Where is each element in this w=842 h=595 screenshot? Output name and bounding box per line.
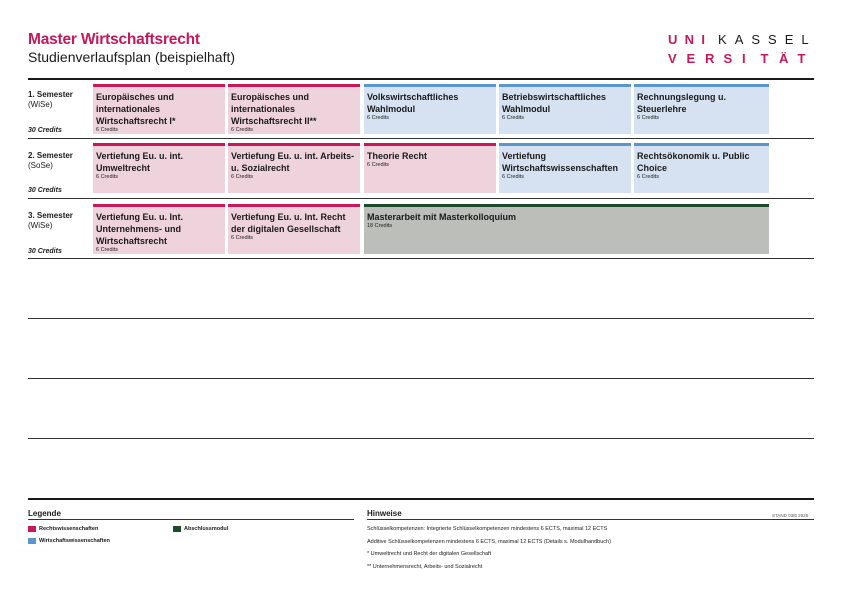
row-divider [28, 318, 814, 319]
footer-divider [28, 498, 814, 500]
module-card[interactable] [228, 84, 360, 134]
legend-swatch [173, 526, 181, 532]
module-credits: 6 Credits [367, 115, 390, 121]
stand-date: STAND 03/6 2025 [772, 513, 809, 518]
module-card[interactable] [499, 84, 631, 134]
note-line: Schlüsselkompetenzen: Integrierte Schlüsselkompetenzen mindestens 6 ECTS, maximal 12 ECTS [367, 526, 608, 532]
logo-row-1: U N I K A S S E L [668, 32, 809, 47]
module-credits: 6 Credits [637, 115, 660, 121]
module-name: Vertiefung Wirtschaftswissenschaften [502, 151, 618, 173]
module-credits: 6 Credits [367, 162, 390, 168]
legend-swatch [28, 538, 36, 544]
module-card[interactable] [634, 143, 769, 193]
semester-1-label: 1. Semester (WiSe) [28, 90, 73, 109]
notes-divider [367, 519, 814, 520]
module-name: Vertiefung Eu. u. int. Arbeits- u. Sozialrecht [231, 151, 355, 173]
module-card[interactable] [499, 143, 631, 193]
legend-label: Rechtswissenschaften [39, 526, 99, 532]
logo-row-2: V E R S I T Ä T [668, 51, 806, 66]
semester-1-credits: 30 Credits [28, 127, 62, 134]
module-name: Masterarbeit mit Masterkolloquium [367, 212, 517, 222]
module-card[interactable] [364, 84, 496, 134]
module-credits: 6 Credits [96, 127, 119, 133]
module-name: Europäisches und internationales Wirtschaftsrecht II** [231, 92, 317, 126]
note-line: Additive Schlüsselkompetenzen mindestens 6 ECTS, maximal 12 ECTS (Details s. Modulhandbuch) [367, 539, 611, 545]
row-divider [28, 258, 814, 259]
legend-item-econ [28, 538, 110, 544]
note-line: * Umweltrecht und Recht der digitalen Gesellschaft [367, 551, 492, 557]
module-name: Europäisches und internationales Wirtschaftsrecht I* [96, 92, 176, 126]
row-divider [28, 378, 814, 379]
legend-divider [28, 519, 354, 520]
row-divider [28, 198, 814, 199]
module-credits: 6 Credits [96, 174, 119, 180]
module-name: Rechnungslegung u. Steuerlehre [637, 92, 726, 114]
module-credits: 6 Credits [231, 127, 254, 133]
module-name: Vertiefung Eu. u. Int. Unternehmens- und Wirtschaftsrecht [96, 212, 184, 246]
semester-2-credits: 30 Credits [28, 187, 62, 194]
semester-3-label: 3. Semester (WiSe) [28, 211, 73, 230]
module-credits: 6 Credits [637, 174, 660, 180]
row-divider [28, 438, 814, 439]
module-card[interactable] [228, 143, 360, 193]
legend-label: Abschlussmodul [184, 526, 229, 532]
module-card-thesis[interactable] [364, 204, 769, 254]
notes-heading: Hinweise [367, 509, 402, 518]
module-card[interactable] [93, 84, 225, 134]
legend-heading: Legende [28, 509, 61, 518]
module-card[interactable] [634, 84, 769, 134]
semester-2-label: 2. Semester (SoSe) [28, 151, 73, 170]
page-subtitle: Studienverlaufsplan (beispielhaft) [28, 49, 236, 65]
module-card[interactable] [93, 143, 225, 193]
module-name: Vertiefung Eu. u. Int. Recht der digitalen Gesellschaft [231, 212, 346, 234]
module-credits: 18 Credits [367, 223, 393, 229]
module-card[interactable] [228, 204, 360, 254]
header-divider [28, 78, 814, 80]
module-card[interactable] [93, 204, 225, 254]
module-credits: 6 Credits [231, 174, 254, 180]
legend-item-thesis [173, 526, 228, 532]
university-logo [668, 30, 818, 68]
legend-label: Wirtschaftswissenschaften [39, 538, 110, 544]
module-credits: 6 Credits [502, 115, 525, 121]
module-name: Rechtsökonomik u. Public Choice [637, 151, 750, 173]
module-name: Vertiefung Eu. u. int. Umweltrecht [96, 151, 184, 173]
semester-3-credits: 30 Credits [28, 248, 62, 255]
legend-swatch [28, 526, 36, 532]
module-name: Volkswirtschaftliches Wahlmodul [367, 92, 459, 114]
module-credits: 6 Credits [231, 235, 254, 241]
module-credits: 6 Credits [502, 174, 525, 180]
note-line: ** Unternehmensrecht, Arbeits- und Sozialrecht [367, 564, 483, 570]
module-name: Theorie Recht [367, 151, 428, 161]
page-title: Master Wirtschaftsrecht [28, 31, 200, 48]
module-name: Betriebswirtschaftliches Wahlmodul [502, 92, 607, 114]
module-card[interactable] [364, 143, 496, 193]
row-divider [28, 138, 814, 139]
module-credits: 6 Credits [96, 247, 119, 253]
legend-item-law [28, 526, 98, 532]
